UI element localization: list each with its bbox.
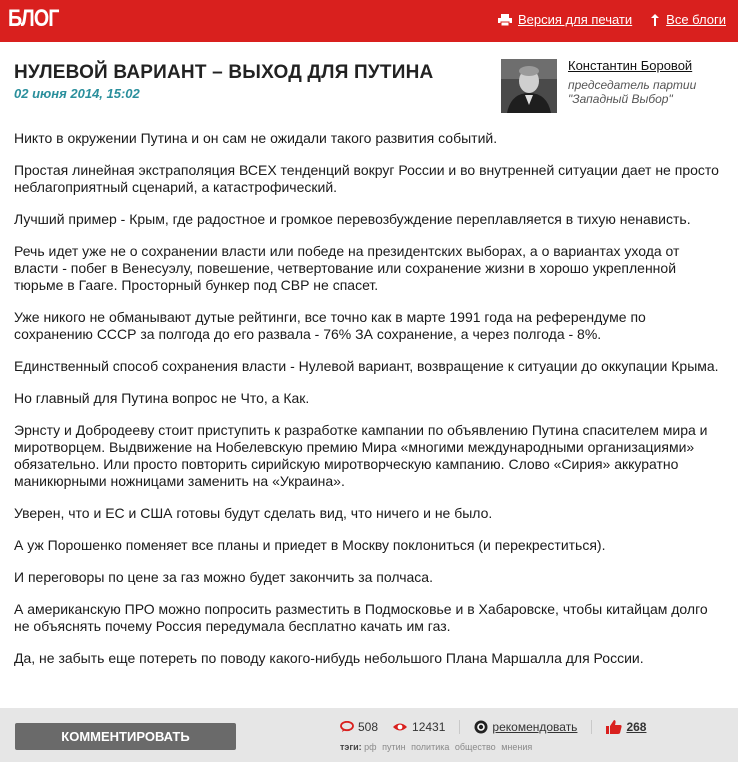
paragraph: Лучший пример - Крым, где радостное и громкое перевозбуждение переплавляется в тихую ненависть.	[14, 211, 691, 227]
printer-icon	[498, 14, 512, 26]
views-stat	[392, 720, 445, 734]
author-avatar[interactable]	[501, 59, 557, 113]
paragraph: Да, не забыть еще потереть по поводу какого-нибудь небольшого Плана Маршалла для России.	[14, 650, 644, 666]
paragraph: А уж Порошенко поменяет все планы и приедет в Москву поклониться (и перекреститься).	[14, 537, 606, 553]
comment-bubble-icon	[340, 721, 354, 733]
paragraph: Речь идет уже не о сохранении власти или победе на президентских выборах, а о вариантах ухода от власти - побег в Венесуэлу, повешение, четвертование или сохранение жизни в хорошо укрепленной тюрьме в Гааге. Просторный бункер под СВР не спасет.	[14, 243, 680, 293]
recommend-link[interactable]	[474, 720, 577, 734]
thumbs-up-icon	[606, 720, 622, 734]
paragraph: И переговоры по цене за газ можно будет закончить за полчаса.	[14, 569, 433, 585]
tags-label: тэги:	[340, 742, 362, 752]
likes-link[interactable]	[606, 720, 646, 734]
tag-link[interactable]: рф	[364, 742, 377, 752]
top-links	[498, 12, 726, 27]
stats-divider	[459, 720, 460, 734]
likes-count: 268	[626, 720, 647, 734]
tag-link[interactable]: политика	[411, 742, 450, 752]
tag-link[interactable]: общество	[454, 742, 496, 752]
blog-brand[interactable]: БЛОГ	[8, 5, 59, 32]
print-version-label: Версия для печати	[518, 12, 633, 27]
recommend-label: рекомендовать	[492, 720, 578, 734]
tag-link[interactable]: мнения	[501, 742, 533, 752]
all-blogs-label: Все блоги	[666, 12, 726, 27]
comments-count: 508	[358, 720, 379, 734]
comment-button[interactable]: КОММЕНТИРОВАТЬ	[15, 723, 236, 750]
views-count: 12431	[412, 720, 446, 734]
article-body	[14, 130, 722, 682]
paragraph: А американскую ПРО можно попросить разместить в Подмосковье и в Хабаровске, чтобы китайцам долго не объяснять почему Россия передумала бесплатно качать им газ.	[14, 601, 708, 634]
print-version-link[interactable]	[498, 12, 632, 27]
paragraph: Уже никого не обманывают дутые рейтинги, все точно как в марте 1991 года на референдуме по сохранению СССР за полгода до его развала - 76% ЗА сохранение, а через полгода - 8%.	[14, 309, 646, 342]
recommend-icon	[474, 720, 488, 734]
paragraph: Единственный способ сохранения власти - Нулевой вариант, возвращение к ситуации до оккупации Крыма.	[14, 358, 719, 374]
paragraph: Эрнсту и Добродееву стоит приступить к разработке кампании по объявлению Путина спасителем мира и миротворцем. Выдвижение на Нобелевскую премию Мира «многими международными организациями» обязательно. Или просто повторить сирийскую миротворческую кампанию. Слово «Сирия» аккуратно маникюрными ножницами заменить на «Украина».	[14, 422, 708, 489]
paragraph: Простая линейная экстраполяция ВСЕХ тенденций вокруг России и во внутренней ситуации дает не просто неблагоприятный сценарий, а катастрофический.	[14, 162, 719, 195]
author-photo-icon	[501, 59, 557, 113]
author-role: председатель партии "Западный Выбор"	[568, 78, 697, 106]
top-bar	[0, 0, 738, 42]
all-blogs-link[interactable]	[650, 12, 726, 27]
tags-row	[340, 742, 535, 752]
author-name-link[interactable]: Константин Боровой	[568, 58, 693, 73]
post-stats	[340, 720, 660, 734]
post-title: НУЛЕВОЙ ВАРИАНТ – ВЫХОД ДЛЯ ПУТИНА	[14, 62, 434, 83]
paragraph: Но главный для Путина вопрос не Что, а Как.	[14, 390, 310, 406]
post-footer	[0, 708, 738, 762]
tag-link[interactable]: путин	[382, 742, 406, 752]
eye-icon	[392, 721, 408, 733]
paragraph: Никто в окружении Путина и он сам не ожидали такого развития событий.	[14, 130, 498, 146]
stats-divider	[591, 720, 592, 734]
paragraph: Уверен, что и ЕС и США готовы будут сделать вид, что ничего и не было.	[14, 505, 493, 521]
post-date: 02 июня 2014, 15:02	[14, 86, 140, 101]
comments-stat[interactable]	[340, 720, 378, 734]
arrow-up-icon	[650, 14, 660, 26]
